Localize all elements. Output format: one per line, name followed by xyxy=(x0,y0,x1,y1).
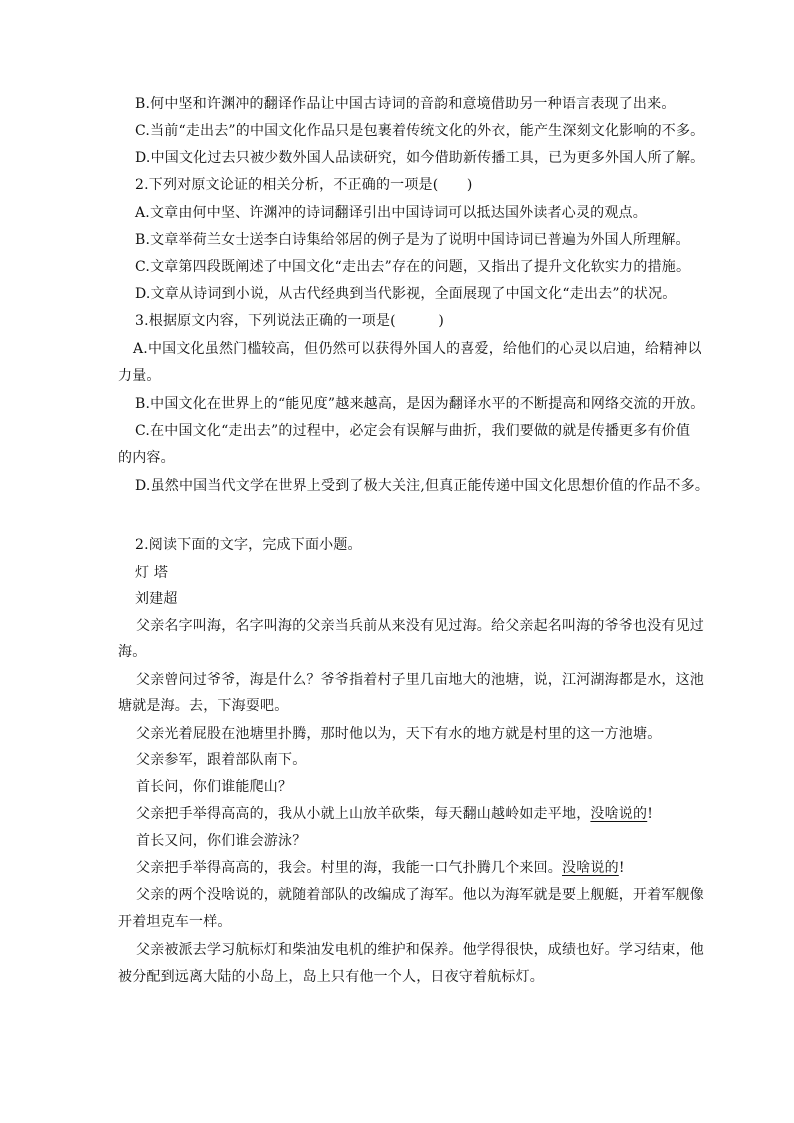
paragraph-8-end: ! xyxy=(618,860,625,876)
q2-option-c: C.文章第四段既阐述了中国文化“走出去”存在的问题，又指出了提升文化软实力的措施。 xyxy=(135,259,691,275)
q2-option-d: D.文章从诗词到小说，从古代经典到当代影视，全面展现了中国文化“走出去”的状况。 xyxy=(135,286,677,302)
q3-option-a: A.中国文化虽然门槛较高，但仍然可以获得外国人的喜爱，给他们的心灵以启迪，给精神以 xyxy=(133,341,702,357)
paragraph-6-end: ! xyxy=(647,806,654,822)
paragraph-9: 父亲的两个没啥说的，就随着部队的改编成了海军。他以为海军就是要上舰艇，开着军舰像 xyxy=(136,887,704,903)
q3-stem: 3.根据原文内容，下列说法正确的一项是( ) xyxy=(135,313,445,329)
paragraph-10: 父亲被派去学习航标灯和柴油发电机的维护和保养。他学得很快，成绩也好。学习结束，他 xyxy=(136,942,704,958)
q1-option-c: C.当前“走出去”的中国文化作品只是包裹着传统文化的外衣，能产生深刻文化影响的不多。 xyxy=(135,123,705,139)
q3-option-c-continued: 的内容。 xyxy=(118,450,175,466)
paragraph-1-continued: 海。 xyxy=(118,644,147,660)
q3-option-d: D.虽然中国当代文学在世界上受到了极大关注,但真正能传递中国文化思想价值的作品不多。 xyxy=(135,478,710,494)
q3-option-b: B.中国文化在世界上的“能见度”越来越高，是因为翻译水平的不断提高和网络交流的开放。 xyxy=(135,396,705,412)
paragraph-6-text: 父亲把手举得高高的，我从小就上山放羊砍柴，每天翻山越岭如走平地， xyxy=(136,806,591,822)
section-instruction: 2.阅读下面的文字，完成下面小题。 xyxy=(135,537,362,553)
paragraph-10-continued: 被分配到远离大陆的小岛上，岛上只有他一个人，日夜守着航标灯。 xyxy=(118,969,544,985)
paragraph-8-text: 父亲把手举得高高的，我会。村里的海，我能一口气扑腾几个来回。 xyxy=(136,860,562,876)
q3-option-c: C.在中国文化“走出去”的过程中，必定会有误解与曲折，我们要做的就是传播更多有价值 xyxy=(135,423,691,439)
underlined-phrase: 没啥说的 xyxy=(590,806,648,822)
underlined-phrase: 没啥说的 xyxy=(562,860,619,876)
paragraph-4: 父亲参军，跟着部队南下。 xyxy=(136,752,307,768)
paragraph-1: 父亲名字叫海，名字叫海的父亲当兵前从来没有见过海。给父亲起名叫海的爷爷也没有见过 xyxy=(136,618,704,634)
paragraph-2: 父亲曾问过爷爷，海是什么？爷爷指着村子里几亩地大的池塘，说，江河湖海都是水，这池 xyxy=(136,672,704,688)
q1-option-b: B.何中坚和许渊冲的翻译作品让中国古诗词的音韵和意境借助另一种语言表现了出来。 xyxy=(135,96,676,112)
paragraph-8 xyxy=(136,858,718,878)
q2-stem: 2.下列对原文论证的相关分析，不正确的一项是( ) xyxy=(135,177,473,193)
paragraph-5: 首长问，你们谁能爬山？ xyxy=(136,779,293,795)
paragraph-9-continued: 开着坦克车一样。 xyxy=(118,914,232,930)
q1-option-d: D.中国文化过去只被少数外国人品读研究，如今借助新传播工具，已为更多外国人所了解。 xyxy=(135,150,705,166)
paragraph-6 xyxy=(136,804,718,824)
q3-option-a-continued: 力量。 xyxy=(118,368,161,384)
paragraph-3: 父亲光着屁股在池塘里扑腾，那时他以为，天下有水的地方就是村里的这一方池塘。 xyxy=(136,726,662,742)
q2-option-b: B.文章举荷兰女士送李白诗集给邻居的例子是为了说明中国诗词已普遍为外国人所理解。 xyxy=(135,232,690,248)
story-title: 灯 塔 xyxy=(135,565,169,581)
paragraph-2-continued: 塘就是海。去，下海耍吧。 xyxy=(118,698,289,714)
story-author: 刘建超 xyxy=(135,591,178,607)
paragraph-7: 首长又问，你们谁会游泳？ xyxy=(136,833,307,849)
q2-option-a: A.文章由何中坚、许渊冲的诗词翻译引出中国诗词可以抵达国外读者心灵的观点。 xyxy=(135,205,647,221)
